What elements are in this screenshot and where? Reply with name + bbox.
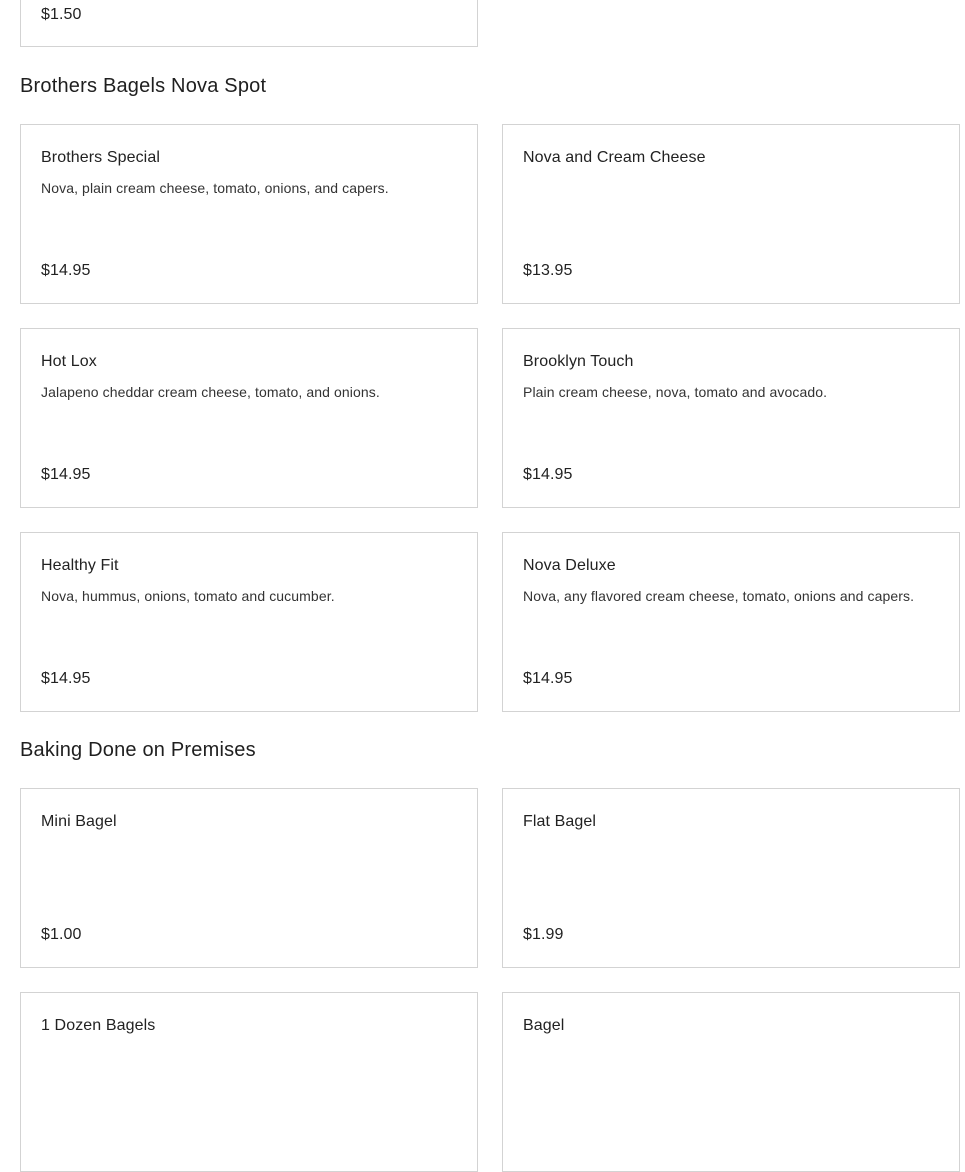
item-name: Hot Lox	[41, 353, 97, 370]
item-description: Jalapeno cheddar cream cheese, tomato, and onions.	[41, 384, 380, 400]
section-title: Baking Done on Premises	[20, 739, 256, 761]
nova-spot-grid	[0, 124, 965, 712]
item-name: Bagel	[523, 1017, 565, 1034]
item-price: $1.00	[41, 926, 82, 943]
item-description: Nova, hummus, onions, tomato and cucumber.	[41, 588, 335, 604]
item-name: Mini Bagel	[41, 813, 117, 830]
menu-item-card[interactable]	[20, 328, 478, 508]
menu-item-card[interactable]	[502, 992, 960, 1172]
item-name: Nova and Cream Cheese	[523, 149, 706, 166]
item-name: Brothers Special	[41, 149, 160, 166]
item-name: Healthy Fit	[41, 557, 119, 574]
item-price: $1.99	[523, 926, 564, 943]
item-description: Nova, plain cream cheese, tomato, onions, and capers.	[41, 180, 389, 196]
item-price: $14.95	[41, 466, 91, 483]
item-name: Flat Bagel	[523, 813, 597, 830]
item-price: $1.50	[41, 6, 82, 23]
item-price: $14.95	[523, 466, 573, 483]
menu-item-card[interactable]	[502, 532, 960, 712]
item-name: Nova Deluxe	[523, 557, 616, 574]
item-name: 1 Dozen Bagels	[41, 1017, 156, 1034]
menu-item-card[interactable]	[20, 532, 478, 712]
item-price: $14.95	[523, 670, 573, 687]
menu-item-card[interactable]	[502, 328, 960, 508]
item-price: $13.95	[523, 262, 573, 279]
menu-item-card[interactable]	[20, 0, 478, 47]
menu-item-card[interactable]	[20, 992, 478, 1172]
item-description: Plain cream cheese, nova, tomato and avocado.	[523, 384, 828, 400]
menu-item-card[interactable]	[502, 124, 960, 304]
previous-section-grid	[0, 0, 965, 47]
baking-grid	[0, 788, 965, 1172]
item-price: $14.95	[41, 262, 91, 279]
section-title: Brothers Bagels Nova Spot	[20, 75, 267, 97]
item-name: Brooklyn Touch	[523, 353, 634, 370]
item-description: Nova, any flavored cream cheese, tomato, onions and capers.	[523, 588, 915, 604]
menu-item-card[interactable]	[20, 124, 478, 304]
menu-item-card[interactable]	[20, 788, 478, 968]
item-price: $14.95	[41, 670, 91, 687]
menu-item-card[interactable]	[502, 788, 960, 968]
